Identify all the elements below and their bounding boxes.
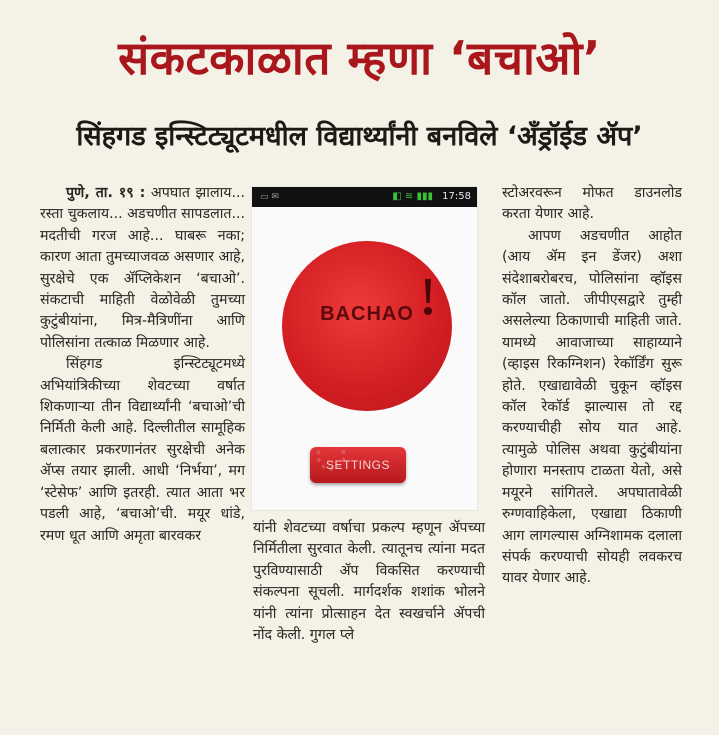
status-right xyxy=(392,187,471,207)
dateline: पुणे, ता. १९ : xyxy=(66,185,146,201)
headline: संकटकाळात म्हणा ‘बचाओ’ xyxy=(118,31,601,85)
gear-icon xyxy=(316,441,346,471)
article-column-3 xyxy=(502,183,682,590)
column1-paragraph-2: सिंहगड इन्स्टिट्यूटमध्ये अभियांत्रिकीच्या शेवटच्या वर्षात शिकणाऱ्या तीन विद्यार्थ्यांनी ‘बचाओ’ची निर्मिती केली आहे. दिल्लीतील सामूहिक बलात्कार प्रकरणानंतर सुरक्षेची अनेक ॲप्स तयार झाली. आधी ‘निर्भया’, मग ‘स्टेसेफ’ आणि इतरही. त्यात आता भर पडली आहे, ‘बचाओ’ची. मयूर धांडे, रमण धूत आणि अमृता बारवकर xyxy=(40,356,245,544)
column3-paragraph-2: आपण अडचणीत आहोत (आय ॲम इन डेंजर) अशा संदेशाबरोबरच, पोलिसांना व्हॉइस कॉल जातो. जीपीएसद्वारे तुम्ही असलेल्या ठिकाणाची माहिती जाते. यामध्ये आवाजाच्या साहाय्याने (व्हाइस रिकग्निशन) रेकॉर्डिंग सुरू होते. एखाद्यावेळी चुकून व्हॉइस कॉल रेकॉर्ड झाल्यास तो रद्द करण्याचीही सोय यात आहे. त्यामुळे पोलिस अथवा कुटुंबीयांना होणारा मनस्ताप टाळता येतो, असे मयूरने सांगितले. अपघातावेळी रुग्णवाहिकेला, एखाद्या ठिकाणी आग लागल्यास अग्निशामक दलाला संपर्क करण्याची सोयही लवकरच यावर येणार आहे. xyxy=(502,227,682,587)
column1-paragraph-1 xyxy=(40,183,245,354)
phone-time: 17:58 xyxy=(442,191,471,202)
column2-paragraph-1: यांनी शेवटच्या वर्षाचा प्रकल्प म्हणून ॲपच्या निर्मितीला सुरवात केली. त्यातूनच त्यांना मदत पुरविण्यासाठी ॲप विकसित करण्याची संकल्पना सूचली. मार्गदर्शक शशांक भोलने यांनी त्यांना प्रोत्साहन देत स्वखर्चाने ॲपची नोंद केली. गुगल प्ले xyxy=(253,520,485,644)
phone-status-bar xyxy=(252,187,477,207)
settings-button[interactable] xyxy=(310,447,406,483)
bachao-alert-button[interactable] xyxy=(282,241,452,411)
column3-paragraph-1: स्टोअरवरून मोफत डाउनलोड करता येणार आहे. xyxy=(502,185,682,223)
notification-icons: ▭ ✉ xyxy=(260,192,279,202)
article-column-1 xyxy=(40,183,245,547)
app-screenshot xyxy=(252,187,477,510)
subheadline: सिंहगड इन्स्टिट्यूटमधील विद्यार्थ्यांनी बनविले ‘अँड्रॉईड ॲप’ xyxy=(76,121,643,152)
article-column-2 xyxy=(253,518,485,646)
app-name: BACHAO xyxy=(320,303,414,325)
app-body xyxy=(252,207,477,510)
settings-label: SETTINGS xyxy=(325,458,390,472)
column1-text-1: अपघात झालाय... रस्ता चुकलाय... अडचणीत सापडलात... मदतीची गरज आहे... घाबरू नका; कारण आता तुमच्याजवळ असणार आहे, सुरक्षेचे एक ॲप्लिकेशन ‘बचाओ’. संकटाची माहिती वेळोवेळी तुमच्या कुटुंबीयांना, मित्र-मैत्रिणींना आणि पोलिसांना तत्काळ मिळणार आहे. xyxy=(40,185,246,351)
signal-icon: ◧ ≋ ▮▮▮ xyxy=(392,191,433,202)
